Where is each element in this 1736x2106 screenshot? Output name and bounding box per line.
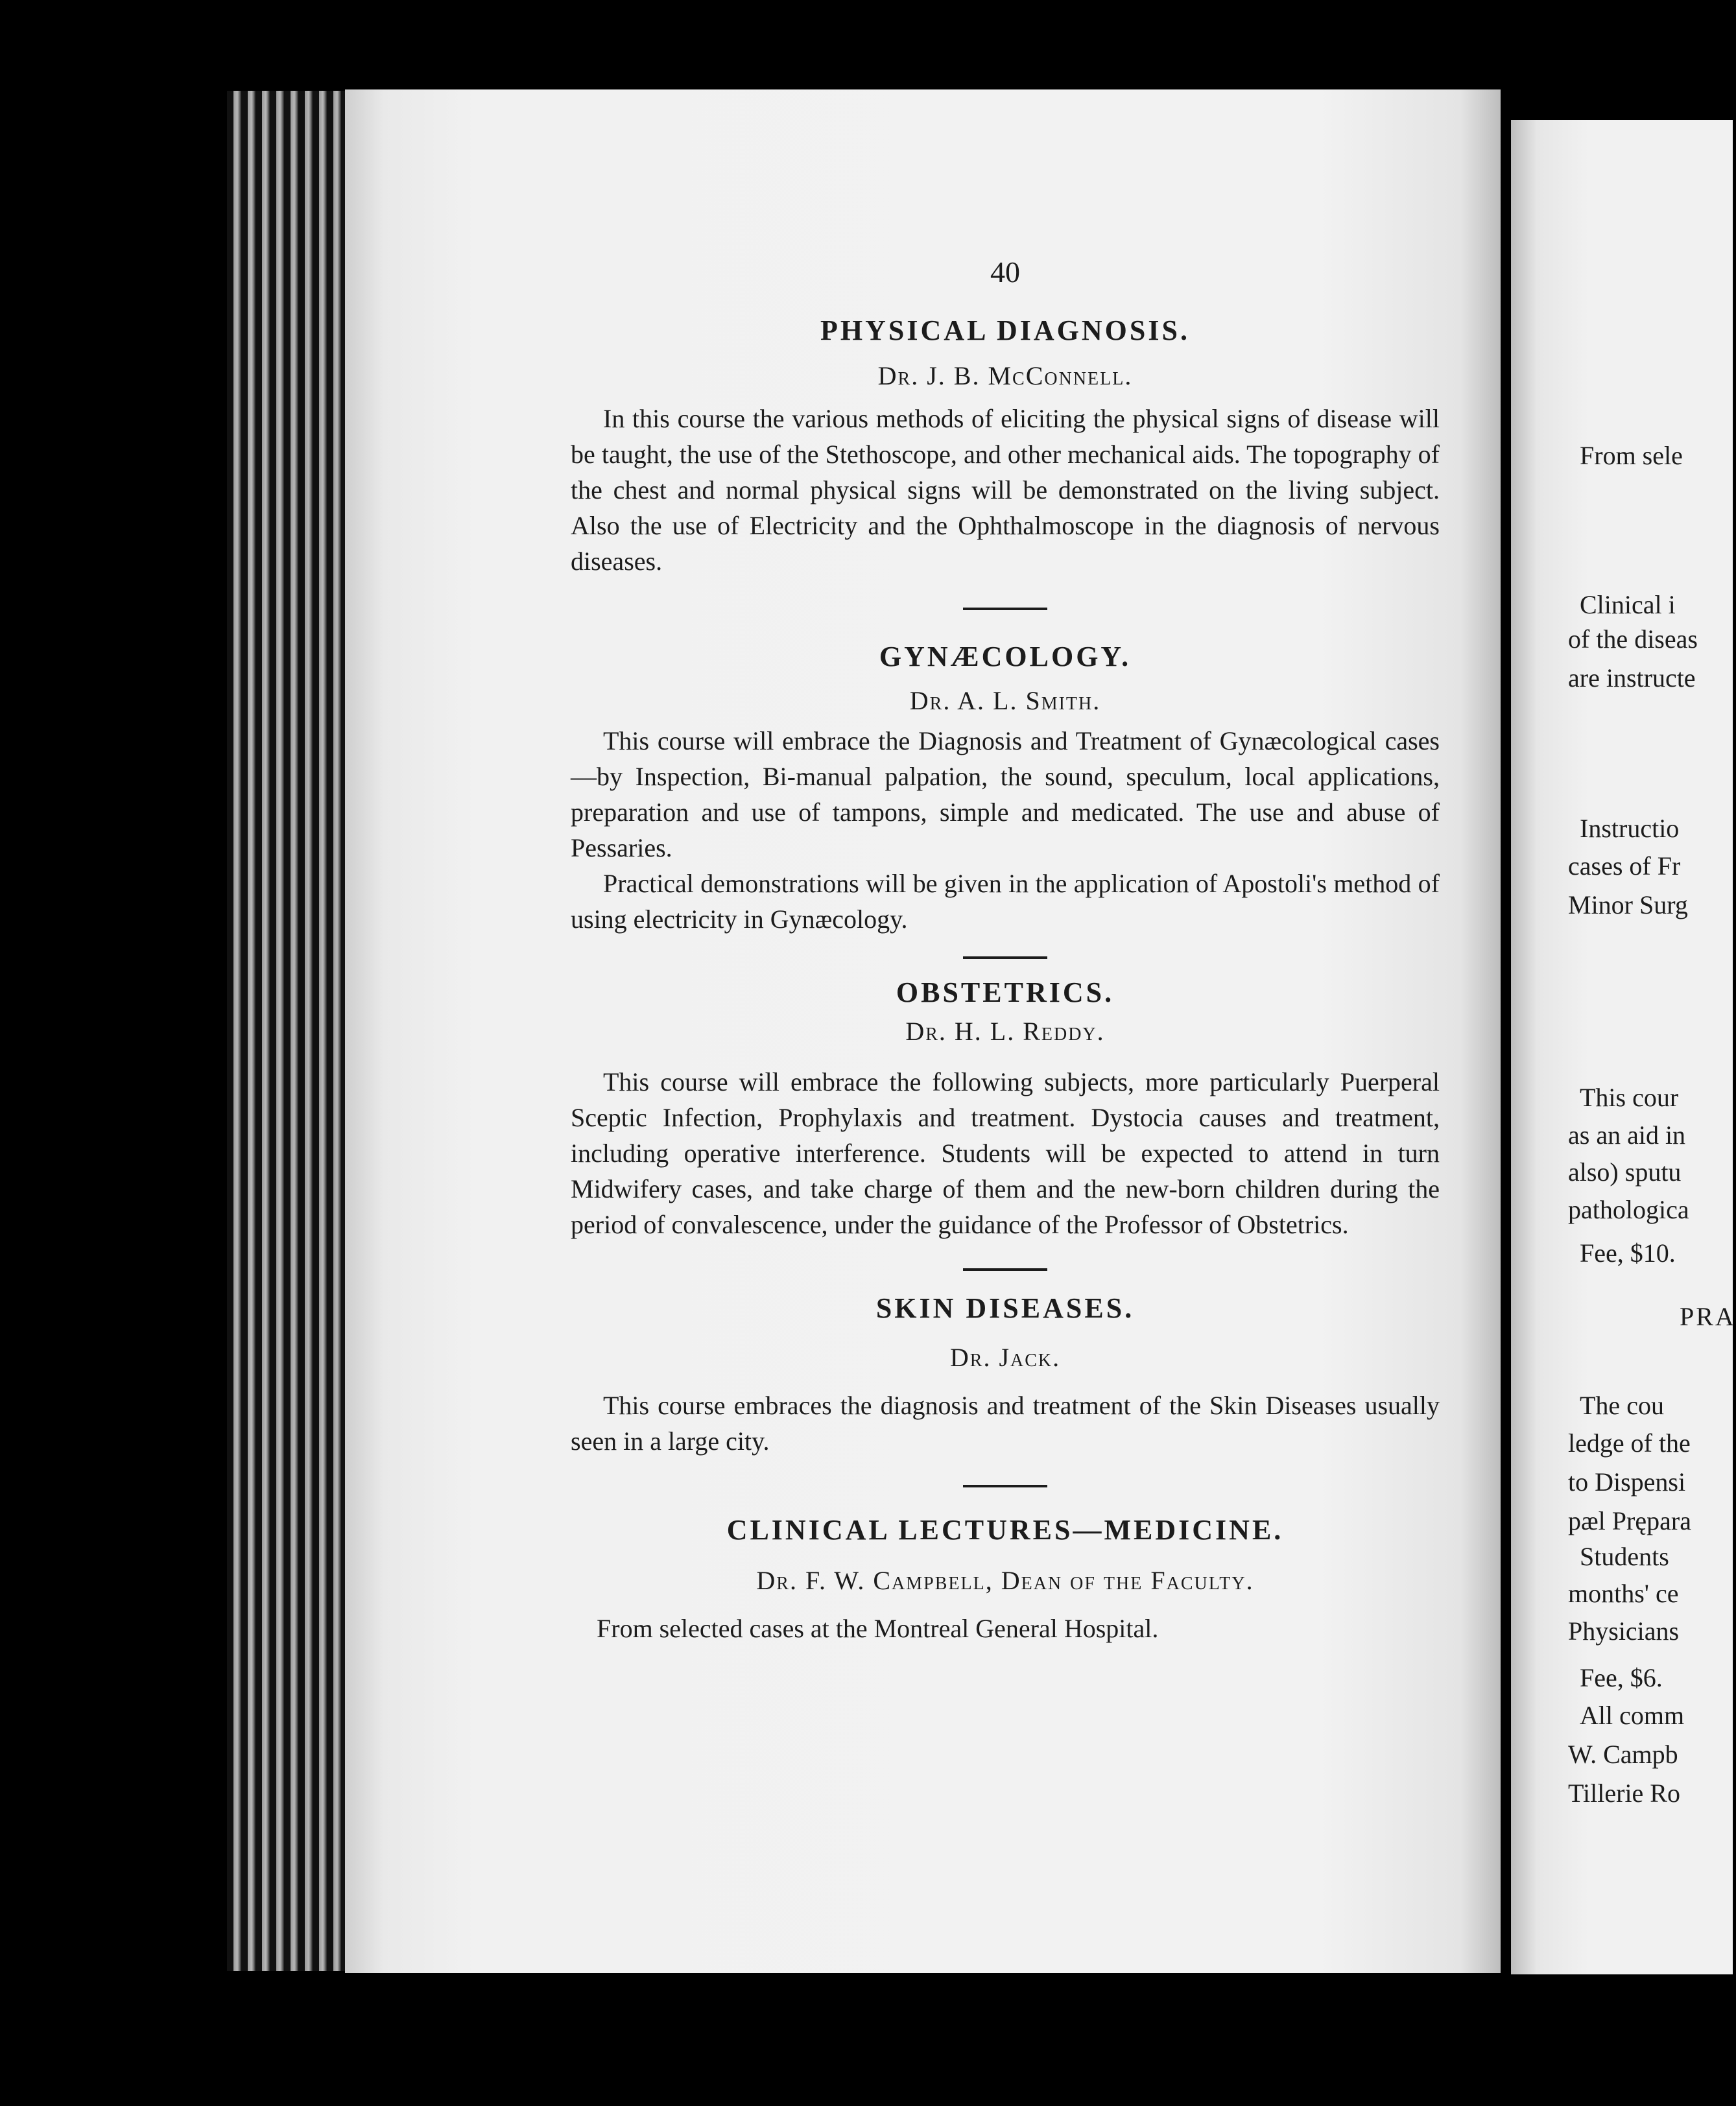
right-page-line: All comm xyxy=(1580,1701,1685,1730)
right-page-text xyxy=(1568,0,1736,2106)
right-page-line: W. Campb xyxy=(1568,1740,1678,1769)
right-page-line: pæl Prępara xyxy=(1568,1506,1691,1535)
section-paragraph: This course will embrace the Diagnosis and Treatment of Gynæcological cases—by Inspection, Bi-manual palpation, the sound, speculum, local applications, preparation and use of tampons, simple and medicated. The use and abuse of Pessaries. xyxy=(571,726,1440,862)
section-byline-gynaecology: Dr. A. L. Smith. xyxy=(909,686,1101,715)
section-divider xyxy=(963,1268,1047,1271)
right-page-line: The cou xyxy=(1580,1391,1664,1420)
left-page-text xyxy=(571,253,1440,1646)
section-divider xyxy=(963,1485,1047,1487)
right-page-line: also) sputu xyxy=(1568,1157,1682,1187)
section-heading-obstetrics: OBSTETRICS. xyxy=(896,976,1115,1008)
section-byline-obstetrics: Dr. H. L. Reddy. xyxy=(905,1017,1105,1046)
section-divider xyxy=(963,608,1047,610)
book-page-edges xyxy=(227,91,350,1971)
section-paragraph: Practical demonstrations will be given in the application of Apostoli's method of using electricity in Gynæcology. xyxy=(571,869,1440,934)
right-page-line: Fee, $10. xyxy=(1580,1238,1676,1268)
right-page-line: ledge of the xyxy=(1568,1428,1691,1458)
section-byline-physical-diagnosis: Dr. J. B. McConnell. xyxy=(877,361,1133,390)
right-page-line: Students xyxy=(1580,1542,1669,1571)
section-heading-physical-diagnosis: PHYSICAL DIAGNOSIS. xyxy=(820,314,1190,346)
right-page-line: Clinical i xyxy=(1580,590,1676,619)
section-paragraph: This course will embrace the following subjects, more particularly Puerperal Sceptic Infection, Prophylaxis and treatment. Dystocia causes and treatment, including operative interference. Students will be expected to attend in turn Midwifery cases, and take charge of them and the new-born children during the period of convalescence, under the guidance of the Professor of Obstetrics. xyxy=(571,1067,1440,1239)
right-page-line: Tillerie Ro xyxy=(1568,1779,1680,1808)
right-page-line: months' ce xyxy=(1568,1579,1679,1608)
right-page-line: pathologica xyxy=(1568,1195,1689,1224)
page-number: 40 xyxy=(990,255,1020,289)
section-heading-gynaecology: GYNÆCOLOGY. xyxy=(879,641,1132,672)
right-page-line: From sele xyxy=(1580,441,1683,470)
section-heading-clinical-lectures: CLINICAL LECTURES—MEDICINE. xyxy=(726,1514,1284,1546)
section-byline-clinical-lectures: Dr. F. W. Campbell, Dean of the Faculty. xyxy=(756,1566,1254,1595)
right-page-line: Minor Surg xyxy=(1568,890,1688,919)
right-page-line: are instructe xyxy=(1568,663,1696,692)
right-page-line: Fee, $6. xyxy=(1580,1663,1663,1692)
section-byline-skin-diseases: Dr. Jack. xyxy=(949,1343,1061,1372)
section-paragraph: From selected cases at the Montreal General Hospital. xyxy=(597,1614,1159,1643)
right-page-line: This cour xyxy=(1580,1083,1679,1112)
right-page-line: to Dispensi xyxy=(1568,1467,1686,1497)
right-page-line: cases of Fr xyxy=(1568,851,1681,881)
section-divider xyxy=(963,956,1047,959)
right-page-line: PRA xyxy=(1680,1302,1736,1331)
right-page-line: Physicians xyxy=(1568,1616,1680,1646)
section-heading-skin-diseases: SKIN DISEASES. xyxy=(875,1292,1135,1324)
section-paragraph: In this course the various methods of eliciting the physical signs of disease will be taught, the use of the Stethoscope, and other mechanical aids. The topography of the chest and normal physical signs will be demonstrated on the living subject. Also the use of Electricity and the Ophthalmoscope in the diagnosis of nervous diseases. xyxy=(571,404,1440,576)
right-page-line: as an aid in xyxy=(1568,1120,1686,1150)
right-page-line: of the diseas xyxy=(1568,624,1698,654)
section-paragraph: This course embraces the diagnosis and treatment of the Skin Diseases usually seen in a large city. xyxy=(571,1391,1440,1456)
right-page-line: Instructio xyxy=(1580,814,1680,843)
